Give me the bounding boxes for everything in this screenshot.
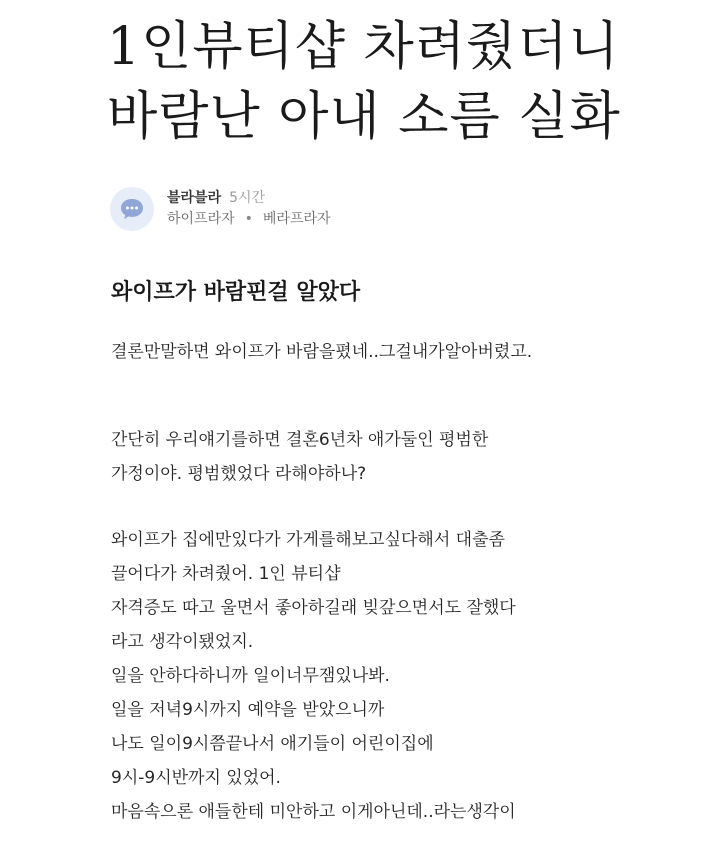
speech-bubble-icon bbox=[119, 197, 145, 221]
body-line: 자격증도 따고 울면서 좋아하길래 빚갚으면서도 잘했다 bbox=[111, 598, 516, 618]
post-topic[interactable]: 베라프라자 bbox=[262, 211, 331, 227]
body-line: 일을 안하다하니까 일이너무잼있나봐. bbox=[111, 666, 390, 686]
post-body bbox=[111, 335, 711, 829]
author-affiliation bbox=[167, 208, 331, 230]
body-line: 나도 일이9시쯤끝나서 애기들이 어린이집에 bbox=[111, 734, 434, 754]
headline-line-1: 1인뷰티샵 차려줬더니 bbox=[107, 17, 620, 77]
post-time: 5시간 bbox=[229, 190, 266, 206]
avatar[interactable] bbox=[110, 187, 154, 231]
body-line: 간단히 우리얘기를하면 결혼6년차 애가둘인 평범한 bbox=[111, 430, 489, 450]
author-meta bbox=[167, 188, 331, 230]
body-line: 일을 저녁9시까지 예약을 받았으니까 bbox=[111, 700, 385, 720]
author-name[interactable]: 블라블라 bbox=[167, 190, 222, 206]
body-line: 끌어다가 차려줬어. 1인 뷰티샵 bbox=[111, 564, 341, 584]
body-line: 마음속으론 애들한테 미안하고 이게아닌데..라는생각이 bbox=[111, 802, 516, 822]
body-line: 와이프가 집에만있다가 가게를해보고싶다해서 대출좀 bbox=[111, 530, 505, 550]
paragraph-3 bbox=[111, 523, 711, 829]
body-line: 가정이야. 평범했었다 라해야하나? bbox=[111, 464, 367, 484]
author-company[interactable]: 하이프라자 bbox=[167, 211, 235, 227]
body-line: 라고 생각이됐었지. bbox=[111, 632, 254, 652]
paragraph-1 bbox=[111, 335, 711, 369]
article-headline bbox=[107, 12, 707, 152]
meta-separator: • bbox=[244, 211, 253, 227]
paragraph-2 bbox=[111, 423, 711, 491]
author-row bbox=[110, 183, 331, 235]
headline-line-2: 바람난 아내 소름 실화 bbox=[107, 87, 621, 147]
body-line: 결론만말하면 와이프가 바람을폈네..그걸내가알아버렸고. bbox=[111, 342, 533, 362]
author-line bbox=[167, 188, 331, 208]
post-title: 와이프가 바람핀걸 알았다 bbox=[111, 280, 361, 305]
body-line: 9시-9시반까지 있었어. bbox=[111, 768, 281, 788]
